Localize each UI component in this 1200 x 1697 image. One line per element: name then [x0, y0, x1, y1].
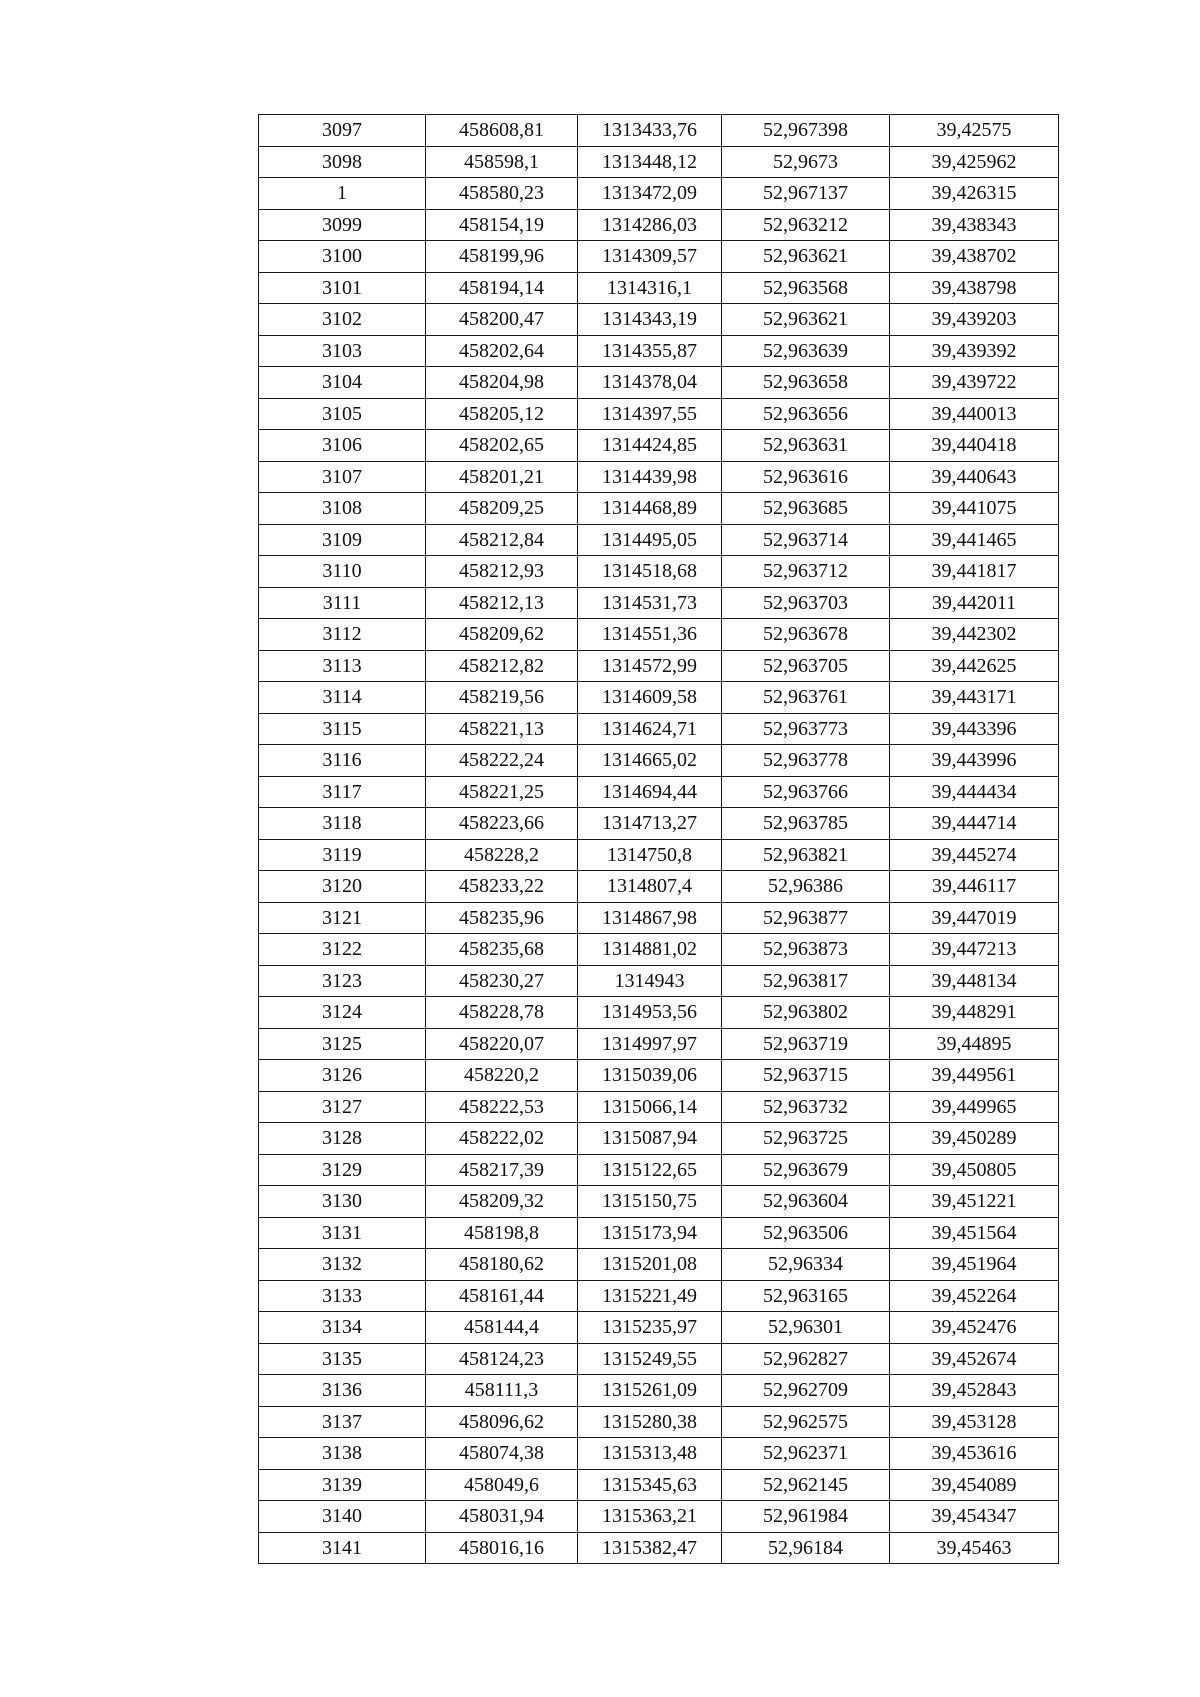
longitude-cell: 39,452674 [890, 1343, 1059, 1375]
point-number-cell: 3112 [259, 619, 426, 651]
table-row [259, 1312, 1059, 1344]
x-coordinate-cell: 458223,66 [426, 808, 578, 840]
latitude-cell: 52,963616 [722, 461, 890, 493]
longitude-cell: 39,452476 [890, 1312, 1059, 1344]
latitude-cell: 52,963873 [722, 934, 890, 966]
point-number-cell: 3130 [259, 1186, 426, 1218]
x-coordinate-cell: 458180,62 [426, 1249, 578, 1281]
y-coordinate-cell: 1314713,27 [578, 808, 722, 840]
x-coordinate-cell: 458074,38 [426, 1438, 578, 1470]
longitude-cell: 39,447213 [890, 934, 1059, 966]
latitude-cell: 52,963817 [722, 965, 890, 997]
latitude-cell: 52,963715 [722, 1060, 890, 1092]
y-coordinate-cell: 1314943 [578, 965, 722, 997]
y-coordinate-cell: 1314518,68 [578, 556, 722, 588]
table-row [259, 871, 1059, 903]
table-row [259, 934, 1059, 966]
latitude-cell: 52,963732 [722, 1091, 890, 1123]
y-coordinate-cell: 1314997,97 [578, 1028, 722, 1060]
latitude-cell: 52,9673 [722, 146, 890, 178]
point-number-cell: 3118 [259, 808, 426, 840]
table-row [259, 997, 1059, 1029]
point-number-cell: 1 [259, 178, 426, 210]
table-row [259, 1469, 1059, 1501]
table-row [259, 367, 1059, 399]
latitude-cell: 52,96334 [722, 1249, 890, 1281]
table-row [259, 272, 1059, 304]
longitude-cell: 39,441465 [890, 524, 1059, 556]
longitude-cell: 39,449561 [890, 1060, 1059, 1092]
y-coordinate-cell: 1313448,12 [578, 146, 722, 178]
point-number-cell: 3097 [259, 115, 426, 147]
latitude-cell: 52,963712 [722, 556, 890, 588]
latitude-cell: 52,961984 [722, 1501, 890, 1533]
table-row [259, 902, 1059, 934]
point-number-cell: 3108 [259, 493, 426, 525]
point-number-cell: 3140 [259, 1501, 426, 1533]
point-number-cell: 3125 [259, 1028, 426, 1060]
x-coordinate-cell: 458194,14 [426, 272, 578, 304]
longitude-cell: 39,449965 [890, 1091, 1059, 1123]
x-coordinate-cell: 458209,25 [426, 493, 578, 525]
latitude-cell: 52,962145 [722, 1469, 890, 1501]
table-row [259, 713, 1059, 745]
longitude-cell: 39,442011 [890, 587, 1059, 619]
point-number-cell: 3100 [259, 241, 426, 273]
table-row [259, 115, 1059, 147]
x-coordinate-cell: 458031,94 [426, 1501, 578, 1533]
table-row [259, 776, 1059, 808]
y-coordinate-cell: 1315382,47 [578, 1532, 722, 1564]
longitude-cell: 39,445274 [890, 839, 1059, 871]
x-coordinate-cell: 458209,62 [426, 619, 578, 651]
y-coordinate-cell: 1314624,71 [578, 713, 722, 745]
coordinates-table-body [259, 115, 1059, 1564]
point-number-cell: 3113 [259, 650, 426, 682]
x-coordinate-cell: 458204,98 [426, 367, 578, 399]
point-number-cell: 3139 [259, 1469, 426, 1501]
y-coordinate-cell: 1314468,89 [578, 493, 722, 525]
table-row [259, 556, 1059, 588]
table-row [259, 430, 1059, 462]
x-coordinate-cell: 458221,25 [426, 776, 578, 808]
latitude-cell: 52,963773 [722, 713, 890, 745]
point-number-cell: 3127 [259, 1091, 426, 1123]
latitude-cell: 52,967398 [722, 115, 890, 147]
x-coordinate-cell: 458161,44 [426, 1280, 578, 1312]
latitude-cell: 52,963877 [722, 902, 890, 934]
table-row [259, 178, 1059, 210]
longitude-cell: 39,441817 [890, 556, 1059, 588]
latitude-cell: 52,963656 [722, 398, 890, 430]
x-coordinate-cell: 458198,8 [426, 1217, 578, 1249]
longitude-cell: 39,441075 [890, 493, 1059, 525]
point-number-cell: 3138 [259, 1438, 426, 1470]
y-coordinate-cell: 1314343,19 [578, 304, 722, 336]
x-coordinate-cell: 458221,13 [426, 713, 578, 745]
x-coordinate-cell: 458222,24 [426, 745, 578, 777]
longitude-cell: 39,454347 [890, 1501, 1059, 1533]
longitude-cell: 39,426315 [890, 178, 1059, 210]
y-coordinate-cell: 1315221,49 [578, 1280, 722, 1312]
x-coordinate-cell: 458228,2 [426, 839, 578, 871]
y-coordinate-cell: 1315313,48 [578, 1438, 722, 1470]
y-coordinate-cell: 1314665,02 [578, 745, 722, 777]
latitude-cell: 52,963678 [722, 619, 890, 651]
latitude-cell: 52,962827 [722, 1343, 890, 1375]
longitude-cell: 39,448291 [890, 997, 1059, 1029]
y-coordinate-cell: 1314495,05 [578, 524, 722, 556]
latitude-cell: 52,963212 [722, 209, 890, 241]
table-row [259, 587, 1059, 619]
point-number-cell: 3135 [259, 1343, 426, 1375]
latitude-cell: 52,963766 [722, 776, 890, 808]
x-coordinate-cell: 458212,82 [426, 650, 578, 682]
y-coordinate-cell: 1315122,65 [578, 1154, 722, 1186]
latitude-cell: 52,96386 [722, 871, 890, 903]
latitude-cell: 52,963778 [722, 745, 890, 777]
x-coordinate-cell: 458220,2 [426, 1060, 578, 1092]
y-coordinate-cell: 1314881,02 [578, 934, 722, 966]
x-coordinate-cell: 458235,68 [426, 934, 578, 966]
point-number-cell: 3115 [259, 713, 426, 745]
longitude-cell: 39,442625 [890, 650, 1059, 682]
point-number-cell: 3121 [259, 902, 426, 934]
y-coordinate-cell: 1315150,75 [578, 1186, 722, 1218]
table-row [259, 1406, 1059, 1438]
latitude-cell: 52,967137 [722, 178, 890, 210]
y-coordinate-cell: 1314378,04 [578, 367, 722, 399]
x-coordinate-cell: 458154,19 [426, 209, 578, 241]
longitude-cell: 39,439203 [890, 304, 1059, 336]
longitude-cell: 39,425962 [890, 146, 1059, 178]
point-number-cell: 3122 [259, 934, 426, 966]
longitude-cell: 39,448134 [890, 965, 1059, 997]
point-number-cell: 3105 [259, 398, 426, 430]
table-row [259, 1532, 1059, 1564]
x-coordinate-cell: 458230,27 [426, 965, 578, 997]
latitude-cell: 52,962575 [722, 1406, 890, 1438]
longitude-cell: 39,440418 [890, 430, 1059, 462]
table-row [259, 1060, 1059, 1092]
latitude-cell: 52,963802 [722, 997, 890, 1029]
table-row [259, 682, 1059, 714]
longitude-cell: 39,438798 [890, 272, 1059, 304]
longitude-cell: 39,442302 [890, 619, 1059, 651]
longitude-cell: 39,452843 [890, 1375, 1059, 1407]
point-number-cell: 3134 [259, 1312, 426, 1344]
y-coordinate-cell: 1314609,58 [578, 682, 722, 714]
y-coordinate-cell: 1315039,06 [578, 1060, 722, 1092]
table-row [259, 304, 1059, 336]
table-row [259, 1438, 1059, 1470]
x-coordinate-cell: 458111,3 [426, 1375, 578, 1407]
point-number-cell: 3101 [259, 272, 426, 304]
latitude-cell: 52,962709 [722, 1375, 890, 1407]
x-coordinate-cell: 458096,62 [426, 1406, 578, 1438]
latitude-cell: 52,963658 [722, 367, 890, 399]
y-coordinate-cell: 1313433,76 [578, 115, 722, 147]
y-coordinate-cell: 1315249,55 [578, 1343, 722, 1375]
x-coordinate-cell: 458580,23 [426, 178, 578, 210]
x-coordinate-cell: 458200,47 [426, 304, 578, 336]
y-coordinate-cell: 1315087,94 [578, 1123, 722, 1155]
x-coordinate-cell: 458220,07 [426, 1028, 578, 1060]
y-coordinate-cell: 1315173,94 [578, 1217, 722, 1249]
longitude-cell: 39,454089 [890, 1469, 1059, 1501]
x-coordinate-cell: 458212,93 [426, 556, 578, 588]
point-number-cell: 3116 [259, 745, 426, 777]
table-row [259, 808, 1059, 840]
y-coordinate-cell: 1315261,09 [578, 1375, 722, 1407]
table-row [259, 1028, 1059, 1060]
y-coordinate-cell: 1314439,98 [578, 461, 722, 493]
longitude-cell: 39,439392 [890, 335, 1059, 367]
table-row [259, 209, 1059, 241]
table-row [259, 965, 1059, 997]
table-row [259, 241, 1059, 273]
y-coordinate-cell: 1314424,85 [578, 430, 722, 462]
point-number-cell: 3126 [259, 1060, 426, 1092]
x-coordinate-cell: 458201,21 [426, 461, 578, 493]
point-number-cell: 3110 [259, 556, 426, 588]
point-number-cell: 3107 [259, 461, 426, 493]
point-number-cell: 3133 [259, 1280, 426, 1312]
x-coordinate-cell: 458608,81 [426, 115, 578, 147]
x-coordinate-cell: 458049,6 [426, 1469, 578, 1501]
table-row [259, 398, 1059, 430]
x-coordinate-cell: 458222,53 [426, 1091, 578, 1123]
latitude-cell: 52,963631 [722, 430, 890, 462]
x-coordinate-cell: 458235,96 [426, 902, 578, 934]
y-coordinate-cell: 1315066,14 [578, 1091, 722, 1123]
table-row [259, 1091, 1059, 1123]
longitude-cell: 39,45463 [890, 1532, 1059, 1564]
y-coordinate-cell: 1315235,97 [578, 1312, 722, 1344]
latitude-cell: 52,963604 [722, 1186, 890, 1218]
table-row [259, 1123, 1059, 1155]
table-row [259, 1249, 1059, 1281]
point-number-cell: 3136 [259, 1375, 426, 1407]
x-coordinate-cell: 458144,4 [426, 1312, 578, 1344]
x-coordinate-cell: 458598,1 [426, 146, 578, 178]
latitude-cell: 52,963703 [722, 587, 890, 619]
x-coordinate-cell: 458222,02 [426, 1123, 578, 1155]
longitude-cell: 39,444434 [890, 776, 1059, 808]
point-number-cell: 3109 [259, 524, 426, 556]
point-number-cell: 3114 [259, 682, 426, 714]
latitude-cell: 52,963785 [722, 808, 890, 840]
longitude-cell: 39,44895 [890, 1028, 1059, 1060]
y-coordinate-cell: 1314867,98 [578, 902, 722, 934]
x-coordinate-cell: 458217,39 [426, 1154, 578, 1186]
point-number-cell: 3120 [259, 871, 426, 903]
point-number-cell: 3123 [259, 965, 426, 997]
longitude-cell: 39,443396 [890, 713, 1059, 745]
x-coordinate-cell: 458016,16 [426, 1532, 578, 1564]
x-coordinate-cell: 458212,84 [426, 524, 578, 556]
longitude-cell: 39,451564 [890, 1217, 1059, 1249]
table-row [259, 1343, 1059, 1375]
y-coordinate-cell: 1314694,44 [578, 776, 722, 808]
table-row [259, 146, 1059, 178]
point-number-cell: 3104 [259, 367, 426, 399]
y-coordinate-cell: 1314316,1 [578, 272, 722, 304]
longitude-cell: 39,450805 [890, 1154, 1059, 1186]
point-number-cell: 3124 [259, 997, 426, 1029]
y-coordinate-cell: 1314397,55 [578, 398, 722, 430]
longitude-cell: 39,444714 [890, 808, 1059, 840]
longitude-cell: 39,438343 [890, 209, 1059, 241]
longitude-cell: 39,440643 [890, 461, 1059, 493]
latitude-cell: 52,963725 [722, 1123, 890, 1155]
table-row [259, 650, 1059, 682]
table-row [259, 461, 1059, 493]
coordinates-table [258, 114, 1059, 1564]
longitude-cell: 39,453128 [890, 1406, 1059, 1438]
x-coordinate-cell: 458209,32 [426, 1186, 578, 1218]
point-number-cell: 3129 [259, 1154, 426, 1186]
latitude-cell: 52,963679 [722, 1154, 890, 1186]
latitude-cell: 52,963714 [722, 524, 890, 556]
table-row [259, 619, 1059, 651]
longitude-cell: 39,451221 [890, 1186, 1059, 1218]
latitude-cell: 52,963568 [722, 272, 890, 304]
y-coordinate-cell: 1314572,99 [578, 650, 722, 682]
table-row [259, 335, 1059, 367]
point-number-cell: 3141 [259, 1532, 426, 1564]
point-number-cell: 3117 [259, 776, 426, 808]
x-coordinate-cell: 458219,56 [426, 682, 578, 714]
latitude-cell: 52,963621 [722, 241, 890, 273]
x-coordinate-cell: 458202,64 [426, 335, 578, 367]
latitude-cell: 52,963705 [722, 650, 890, 682]
x-coordinate-cell: 458199,96 [426, 241, 578, 273]
x-coordinate-cell: 458202,65 [426, 430, 578, 462]
point-number-cell: 3137 [259, 1406, 426, 1438]
table-row [259, 745, 1059, 777]
table-row [259, 1186, 1059, 1218]
longitude-cell: 39,438702 [890, 241, 1059, 273]
y-coordinate-cell: 1314355,87 [578, 335, 722, 367]
y-coordinate-cell: 1314309,57 [578, 241, 722, 273]
longitude-cell: 39,443996 [890, 745, 1059, 777]
latitude-cell: 52,963506 [722, 1217, 890, 1249]
y-coordinate-cell: 1314531,73 [578, 587, 722, 619]
latitude-cell: 52,963685 [722, 493, 890, 525]
y-coordinate-cell: 1314750,8 [578, 839, 722, 871]
table-row [259, 524, 1059, 556]
latitude-cell: 52,963165 [722, 1280, 890, 1312]
longitude-cell: 39,446117 [890, 871, 1059, 903]
longitude-cell: 39,439722 [890, 367, 1059, 399]
point-number-cell: 3102 [259, 304, 426, 336]
y-coordinate-cell: 1315201,08 [578, 1249, 722, 1281]
x-coordinate-cell: 458228,78 [426, 997, 578, 1029]
point-number-cell: 3131 [259, 1217, 426, 1249]
table-row [259, 1375, 1059, 1407]
y-coordinate-cell: 1314953,56 [578, 997, 722, 1029]
longitude-cell: 39,447019 [890, 902, 1059, 934]
y-coordinate-cell: 1315280,38 [578, 1406, 722, 1438]
point-number-cell: 3111 [259, 587, 426, 619]
table-row [259, 1501, 1059, 1533]
latitude-cell: 52,963639 [722, 335, 890, 367]
longitude-cell: 39,452264 [890, 1280, 1059, 1312]
table-row [259, 1154, 1059, 1186]
y-coordinate-cell: 1315345,63 [578, 1469, 722, 1501]
longitude-cell: 39,443171 [890, 682, 1059, 714]
latitude-cell: 52,96184 [722, 1532, 890, 1564]
latitude-cell: 52,963719 [722, 1028, 890, 1060]
latitude-cell: 52,963621 [722, 304, 890, 336]
longitude-cell: 39,453616 [890, 1438, 1059, 1470]
y-coordinate-cell: 1313472,09 [578, 178, 722, 210]
point-number-cell: 3132 [259, 1249, 426, 1281]
longitude-cell: 39,450289 [890, 1123, 1059, 1155]
point-number-cell: 3099 [259, 209, 426, 241]
longitude-cell: 39,451964 [890, 1249, 1059, 1281]
x-coordinate-cell: 458205,12 [426, 398, 578, 430]
point-number-cell: 3106 [259, 430, 426, 462]
longitude-cell: 39,440013 [890, 398, 1059, 430]
x-coordinate-cell: 458124,23 [426, 1343, 578, 1375]
point-number-cell: 3098 [259, 146, 426, 178]
x-coordinate-cell: 458233,22 [426, 871, 578, 903]
x-coordinate-cell: 458212,13 [426, 587, 578, 619]
point-number-cell: 3128 [259, 1123, 426, 1155]
latitude-cell: 52,96301 [722, 1312, 890, 1344]
latitude-cell: 52,963761 [722, 682, 890, 714]
table-row [259, 1217, 1059, 1249]
point-number-cell: 3119 [259, 839, 426, 871]
point-number-cell: 3103 [259, 335, 426, 367]
y-coordinate-cell: 1314286,03 [578, 209, 722, 241]
table-row [259, 839, 1059, 871]
latitude-cell: 52,962371 [722, 1438, 890, 1470]
table-row [259, 1280, 1059, 1312]
y-coordinate-cell: 1314551,36 [578, 619, 722, 651]
y-coordinate-cell: 1315363,21 [578, 1501, 722, 1533]
latitude-cell: 52,963821 [722, 839, 890, 871]
longitude-cell: 39,42575 [890, 115, 1059, 147]
table-row [259, 493, 1059, 525]
y-coordinate-cell: 1314807,4 [578, 871, 722, 903]
